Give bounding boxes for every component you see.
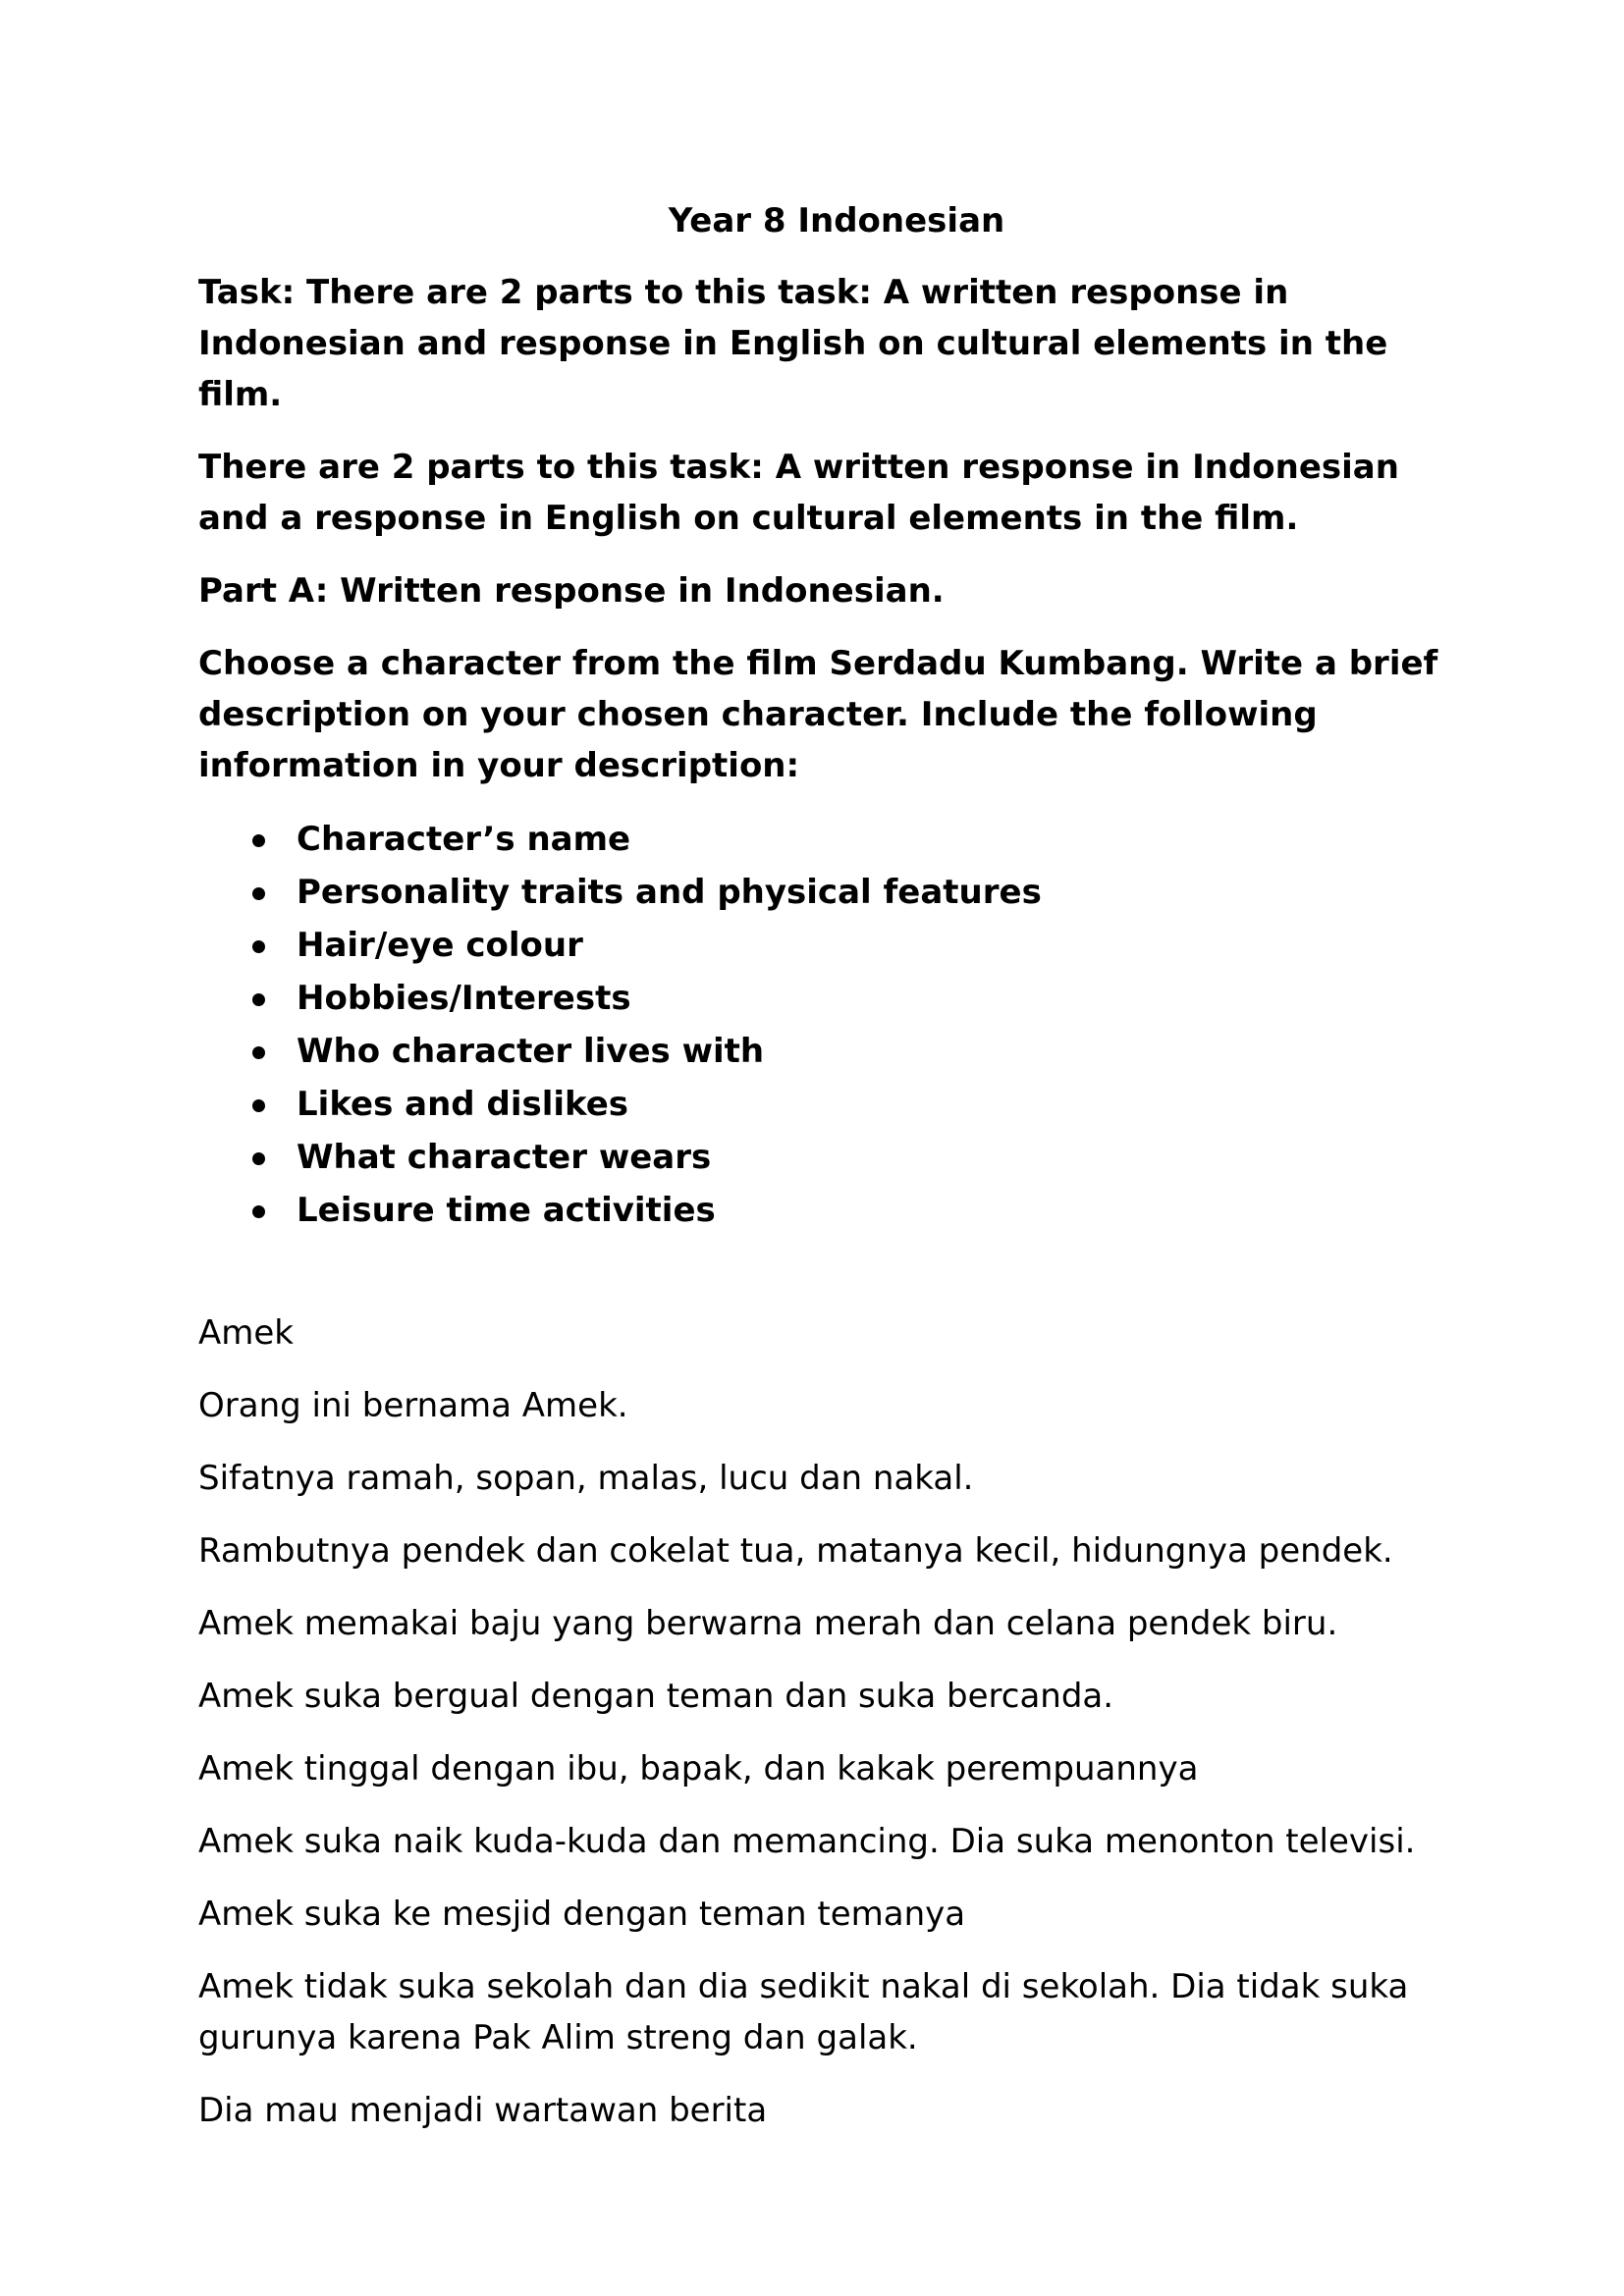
list-item-label: Who character lives with xyxy=(297,1032,765,1071)
list-item xyxy=(198,1184,1455,1237)
bullet-icon xyxy=(252,834,265,847)
task-repeat: There are 2 parts to this task: A written response in Indonesian and a response in English on cultural elements in the film. xyxy=(198,448,1399,538)
list-item xyxy=(198,813,1455,866)
list-item-label: Hair/eye colour xyxy=(297,926,583,965)
bullet-icon xyxy=(252,1046,265,1059)
bullet-icon xyxy=(252,1099,265,1112)
list-item xyxy=(198,919,1455,972)
response-paragraph: Rambutnya pendek dan cokelat tua, matanya kecil, hidungnya pendek. xyxy=(198,1531,1393,1571)
list-item xyxy=(198,1131,1455,1184)
response-paragraph: Amek suka ke mesjid dengan teman temanya xyxy=(198,1895,966,1934)
response-paragraph: Sifatnya ramah, sopan, malas, lucu dan nakal. xyxy=(198,1459,974,1498)
list-item xyxy=(198,1078,1455,1131)
list-item-label: Likes and dislikes xyxy=(297,1085,629,1124)
student-response xyxy=(198,1308,1455,2136)
instructions: Choose a character from the film Serdadu Kumbang. Write a brief description on your chosen character. Include the following information in your description: xyxy=(198,644,1438,785)
document-body xyxy=(198,196,1455,2158)
list-item xyxy=(198,1025,1455,1078)
response-paragraph: Amek tidak suka sekolah dan dia sedikit nakal di sekolah. Dia tidak suka gurunya karena Pak Alim streng dan galak. xyxy=(198,1967,1409,2057)
bullet-icon xyxy=(252,940,265,953)
response-paragraph: Amek tinggal dengan ibu, bapak, dan kakak perempuannya xyxy=(198,1749,1199,1789)
requirements-list xyxy=(198,813,1455,1237)
response-paragraph: Amek memakai baju yang berwarna merah dan celana pendek biru. xyxy=(198,1604,1338,1643)
list-item xyxy=(198,866,1455,919)
bullet-icon xyxy=(252,1152,265,1165)
document-title: Year 8 Indonesian xyxy=(668,201,1005,240)
part-a-heading: Part A: Written response in Indonesian. xyxy=(198,571,945,611)
response-paragraph: Amek xyxy=(198,1313,294,1353)
list-item-label: Character’s name xyxy=(297,820,631,859)
task-line: Task: There are 2 parts to this task: A written response in Indonesian and response in English on cultural elements in the film. xyxy=(198,273,1388,414)
response-paragraph: Amek suka naik kuda-kuda dan memancing. Dia suka menonton televisi. xyxy=(198,1822,1416,1861)
bullet-icon xyxy=(252,887,265,900)
response-paragraph: Amek suka bergual dengan teman dan suka bercanda. xyxy=(198,1677,1114,1716)
response-paragraph: Orang ini bernama Amek. xyxy=(198,1386,628,1425)
list-item-label: Personality traits and physical features xyxy=(297,873,1042,912)
list-item-label: What character wears xyxy=(297,1138,712,1177)
response-paragraph: Dia mau menjadi wartawan berita xyxy=(198,2091,768,2130)
list-item-label: Leisure time activities xyxy=(297,1191,716,1230)
list-item-label: Hobbies/Interests xyxy=(297,979,631,1018)
bullet-icon xyxy=(252,1205,265,1218)
bullet-icon xyxy=(252,993,265,1006)
list-item xyxy=(198,972,1455,1025)
